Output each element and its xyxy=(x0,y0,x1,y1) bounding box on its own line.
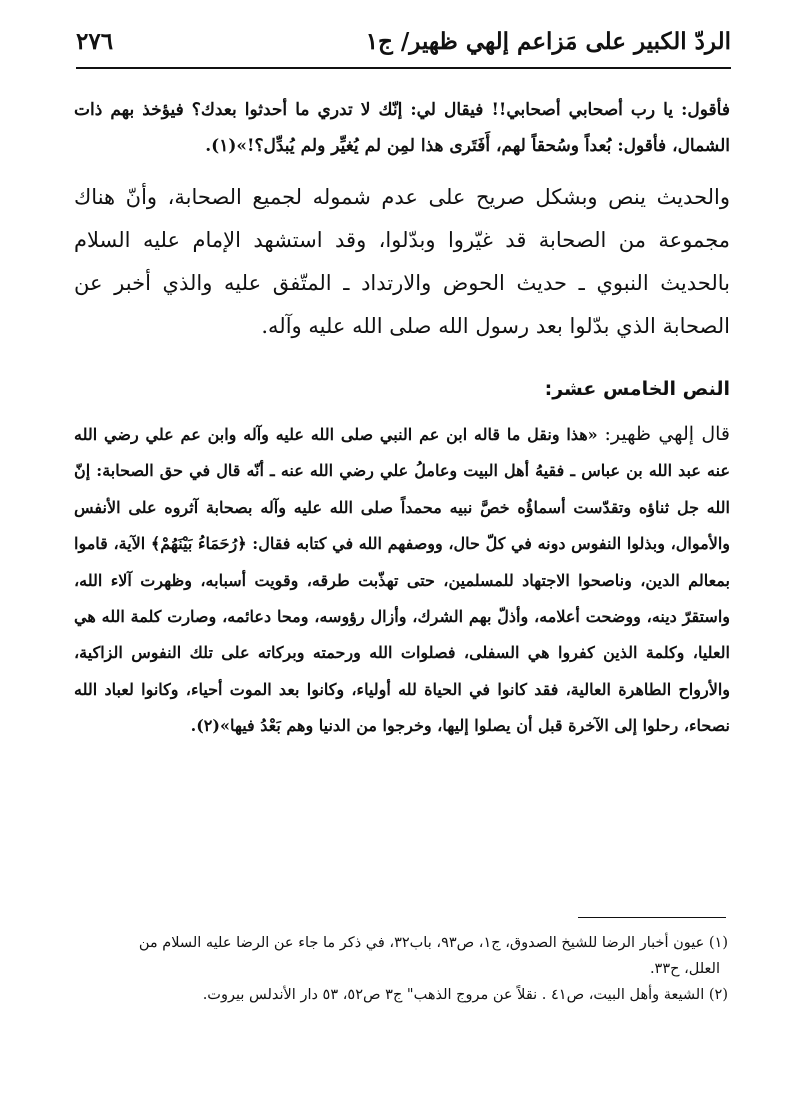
header-divider xyxy=(76,67,731,69)
section-heading xyxy=(74,374,730,404)
quote-attribution: قال إلهي ظهير: xyxy=(604,423,730,445)
footnote-1-continuation: العلل، ح٣٣. xyxy=(649,961,720,977)
quoted-passage xyxy=(74,416,730,745)
book-title: الردّ الكبير على مَزاعم إلهي ظهير/ ج١ xyxy=(365,28,731,55)
footnote-2: (٢) الشيعة وأهل البيت، ص٤١ . نقلاً عن مروج الذهب" ج٣ ص٥٢، ٥٣ دار الأندلس بيروت. xyxy=(202,987,728,1003)
quote-body: «هذا ونقل ما قاله ابن عم النبي صلى الله عليه وآله وابن عم علي رضي الله عنه عبد الله بن عباس ـ فقيهُ أهل البيت وعاملُ علي رضي الله عنه ـ أنّه قال في حق الصحابة: إنّ الله جل ثناؤه وتقدّست أسماؤُه خصَّ نبيه محمداً صلى الله عليه وآله بصحابة آثروه على الأنفس والأموال، وبذلوا النفوس دونه في كلّ حال، ووصفهم الله في كتابه فقال: ﴿رُحَمَاءُ بَيْنَهُمْ﴾ الآية، قاموا بمعالم الدين، وناصحوا الاجتهاد للمسلمين، حتى تهذّبت طرقه، وقويت أسبابه، وظهرت آلاء الله، واستقرّ دينه، ووضحت أعلامه، وأذلّ بهم الشرك، وأزال رؤوسه، ومحا دعائمه، وصارت كلمة الله هي العليا، وكلمة الذين كفروا هي السفلى، فصلوات الله ورحمته وبركاته على تلك النفوس الزاكية، والأرواح الطاهرة العالية، فقد كانوا في الحياة لله أولياء، وكانوا بعد الموت أحياء، وكانوا لعباد الله نصحاء، رحلوا إلى الآخرة قبل أن يصلوا إليها، وخرجوا من الدنيا وهم بَعْدُ فيها»(٢). xyxy=(74,425,730,736)
section-heading-colon: : xyxy=(544,378,553,400)
footnote-divider xyxy=(578,917,726,918)
footnotes xyxy=(72,930,728,1008)
hadith-continuation: فأقول: يا رب أصحابي أصحابي!! فيقال لي: إنّك لا تدري ما أحدثوا بعدك؟ فيؤخذ بهم ذات الشمال، فأقول: بُعداً وسُحقاً لهم، أَفَتَرى هذا لمِن لم يُغيِّر ولم يُبدِّل؟!»(١). xyxy=(74,100,730,156)
footnote-1: (١) عيون أخبار الرضا للشيخ الصدوق، ج١، ص٩٣، باب٣٢، في ذكر ما جاء عن الرضا عليه السلام من xyxy=(138,935,728,951)
page-number: ٢٧٦ xyxy=(76,28,114,55)
commentary-paragraph: والحديث ينص وبشكل صريح على عدم شموله لجميع الصحابة، وأنّ هناك مجموعة من الصحابة قد غيّروا وبدّلوا، وقد استشهد الإمام عليه السلام بالحديث النبوي ـ حديث الحوض والارتداد ـ المتّفق عليه والذي أخبر عن الصحابة الذي بدّلوا بعد رسول الله صلى الله عليه وآله. xyxy=(74,185,730,338)
page-header xyxy=(76,22,731,62)
main-text xyxy=(74,80,730,745)
section-heading-text: النص الخامس عشر xyxy=(552,378,730,400)
